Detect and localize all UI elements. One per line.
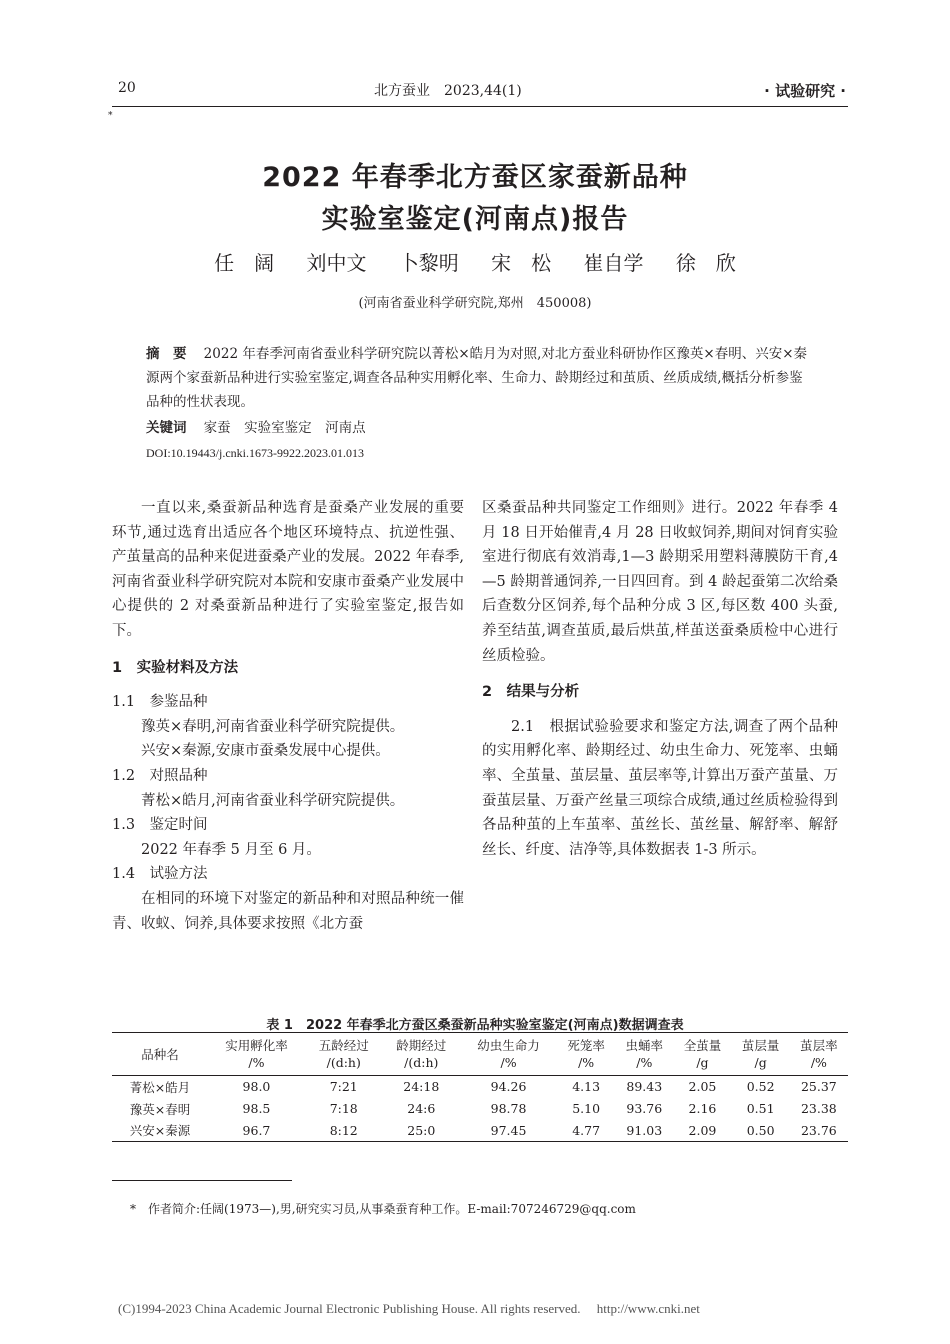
author-list bbox=[0, 247, 950, 276]
methods-continued: 区桑蚕品种共同鉴定工作细则》进行。2022 年春季 4 月 18 日开始催青,4 月 28 日收蚁饲养,期间对饲育实验室进行彻底有效消毒,1—3 龄期采用塑料薄膜防干育,4—5 龄期普通饲养,一日四回育。到 4 龄起蚕第二次给桑后查数分区饲养,每个品种分成 3 区,每区数 400 头蚕,养至结茧,调查茧质,最后烘茧,样茧送蚕桑质检中心进行丝质检验。 bbox=[482, 500, 838, 664]
author: 崔自学 bbox=[583, 251, 644, 275]
table-header-cell: 茧层率 /% bbox=[800, 1038, 838, 1070]
table-header-cell: 五龄经过 /(d:h) bbox=[318, 1038, 369, 1070]
table-cell: 97.45 bbox=[490, 1122, 527, 1138]
table-header-cell: 茧层量 /g bbox=[741, 1038, 780, 1070]
abstract-text: 2022 年春季河南省蚕业科学研究院以菁松×皓月为对照,对北方蚕业科研协作区豫英×春明、兴安×秦源两个家蚕新品种进行实验室鉴定,调查各品种实用孵化率、生命力、龄期经过和茧质、丝质成绩,概括分析参鉴品种的性状表现。 bbox=[146, 346, 808, 410]
copyright-line: (C)1994-2023 China Academic Journal Electronic Publishing House. All rights reserved. http://www.cnki.net bbox=[118, 1301, 700, 1316]
table-row bbox=[112, 1076, 848, 1098]
keywords-label: 关键词 bbox=[146, 420, 187, 436]
subsection-1-1: 1.1 参鉴品种 bbox=[112, 694, 208, 711]
table-cell: 25:0 bbox=[407, 1122, 436, 1138]
affiliation: (河南省蚕业科学研究院,郑州 450008) bbox=[358, 296, 592, 311]
intro-paragraph: 一直以来,桑蚕新品种选育是蚕桑产业发展的重要环节,通过选育出适应各个地区环境特点、抗逆性强、产茧量高的品种来促进蚕桑产业的发展。2022 年春季,河南省蚕业科学研究院对本院和安康市蚕桑产业发展中心提供的 2 对桑蚕新品种进行了实验室鉴定,报告如下。 bbox=[112, 500, 464, 639]
table-cell: 7:21 bbox=[329, 1079, 358, 1095]
author-footnote: * 作者简介:任阔(1973—),男,研究实习员,从事桑蚕育种工作。E-mail:707246729@qq.com bbox=[130, 1202, 636, 1216]
table-header-cell: 死笼率 /% bbox=[567, 1038, 605, 1070]
table-cell: 24:18 bbox=[403, 1079, 440, 1095]
table-cell: 24:6 bbox=[407, 1101, 436, 1116]
subsection-1-4: 1.4 试验方法 bbox=[112, 866, 208, 883]
table-cell: 菁松×皓月 bbox=[129, 1079, 191, 1095]
table-cell: 0.51 bbox=[746, 1101, 775, 1116]
table-header-cell: 品种名 bbox=[141, 1047, 179, 1062]
table-cell: 91.03 bbox=[626, 1122, 663, 1138]
para-2-1: 2.1 根据试验验要求和鉴定方法,调查了两个品种的实用孵化率、龄期经过、幼虫生命力、死笼率、虫蛹率、全茧量、茧层量、茧层率等,计算出万蚕产茧量、万蚕茧层量、万蚕产丝量三项综合成绩,通过丝质检验得到各品种茧的上车茧率、茧丝长、茧丝量、解舒率、解舒丝长、纤度、洁净等,具体数据表 1-3 所示。 bbox=[482, 718, 838, 858]
table-row bbox=[112, 1120, 848, 1142]
para-1-2: 菁松×皓月,河南省蚕业科学研究院提供。 bbox=[141, 792, 405, 809]
author: 卜黎明 bbox=[398, 251, 459, 275]
table-cell: 98.78 bbox=[490, 1101, 527, 1116]
section-label: · 试验研究 · bbox=[764, 82, 846, 100]
author: 徐 欣 bbox=[675, 251, 736, 275]
table-cell: 98.0 bbox=[242, 1079, 271, 1095]
subsection-1-3: 1.3 鉴定时间 bbox=[112, 817, 208, 834]
header-rule bbox=[112, 106, 848, 107]
data-table bbox=[112, 1032, 848, 1142]
table-cell: 兴安×秦源 bbox=[129, 1123, 191, 1139]
author: 宋 松 bbox=[491, 251, 552, 275]
table-caption: 表 1 2022 年春季北方蚕区桑蚕新品种实验室鉴定(河南点)数据调查表 bbox=[266, 1018, 684, 1033]
keywords bbox=[146, 416, 812, 440]
table-row bbox=[112, 1098, 848, 1120]
table-cell: 98.5 bbox=[242, 1101, 271, 1116]
table-header-cell: 实用孵化率 /% bbox=[225, 1038, 288, 1070]
table-cell: 23.76 bbox=[800, 1122, 837, 1138]
table-cell: 7:18 bbox=[329, 1101, 358, 1116]
table-cell: 89.43 bbox=[626, 1079, 663, 1095]
author: 刘中文 bbox=[306, 251, 367, 275]
title-footnote-mark: * bbox=[108, 111, 113, 121]
table-header-cell: 虫蛹率 /% bbox=[625, 1038, 664, 1070]
table-cell: 0.52 bbox=[746, 1079, 775, 1095]
para-1-4: 在相同的环境下对鉴定的新品种和对照品种统一催青、收蚁、饲养,具体要求按照《北方蚕 bbox=[112, 890, 464, 932]
subsection-1-2: 1.2 对照品种 bbox=[112, 767, 208, 784]
table-cell: 2.09 bbox=[688, 1122, 717, 1138]
section-2-heading: 2 结果与分析 bbox=[482, 684, 580, 701]
doi: DOI:10.19443/j.cnki.1673-9922.2023.01.013 bbox=[146, 446, 364, 460]
table-cell: 4.13 bbox=[572, 1079, 601, 1095]
table-cell: 2.05 bbox=[688, 1079, 717, 1095]
table-cell: 93.76 bbox=[626, 1101, 663, 1116]
table-cell: 2.16 bbox=[688, 1101, 717, 1116]
para-1-1-a: 豫英×春明,河南省蚕业科学研究院提供。 bbox=[141, 718, 405, 735]
abstract bbox=[146, 342, 812, 414]
table-cell: 0.50 bbox=[746, 1122, 775, 1138]
page-number: 20 bbox=[118, 80, 136, 96]
para-1-3: 2022 年春季 5 月至 6 月。 bbox=[141, 841, 321, 858]
title-line-1: 2022 年春季北方蚕区家蚕新品种 bbox=[262, 162, 688, 193]
table-cell: 23.38 bbox=[800, 1101, 837, 1116]
para-1-1-b: 兴安×秦源,安康市蚕桑发展中心提供。 bbox=[141, 743, 390, 760]
title-line-2: 实验室鉴定(河南点)报告 bbox=[321, 204, 629, 235]
table-header-cell: 龄期经过 /(d:h) bbox=[396, 1038, 447, 1070]
table-cell: 96.7 bbox=[242, 1122, 271, 1138]
table-cell: 豫英×春明 bbox=[129, 1101, 191, 1117]
table-cell: 4.77 bbox=[572, 1122, 601, 1138]
table-cell: 94.26 bbox=[490, 1079, 527, 1095]
abstract-label: 摘 要 bbox=[146, 346, 187, 362]
footnote-rule bbox=[112, 1180, 292, 1181]
table-header-cell: 幼虫生命力 /% bbox=[477, 1038, 540, 1070]
table-header-row bbox=[112, 1033, 848, 1076]
table-cell: 8:12 bbox=[329, 1122, 358, 1138]
right-column bbox=[482, 496, 838, 862]
left-column bbox=[112, 496, 464, 936]
keywords-text: 家蚕 实验室鉴定 河南点 bbox=[203, 420, 366, 436]
section-1-heading: 1 实验材料及方法 bbox=[112, 659, 239, 676]
table-cell: 5.10 bbox=[572, 1101, 601, 1116]
journal-name: 北方蚕业 2023,44(1) bbox=[374, 83, 522, 99]
table-cell: 25.37 bbox=[800, 1079, 837, 1095]
table-header-cell: 全茧量 /g bbox=[683, 1038, 722, 1070]
author: 任 阔 bbox=[214, 251, 275, 275]
